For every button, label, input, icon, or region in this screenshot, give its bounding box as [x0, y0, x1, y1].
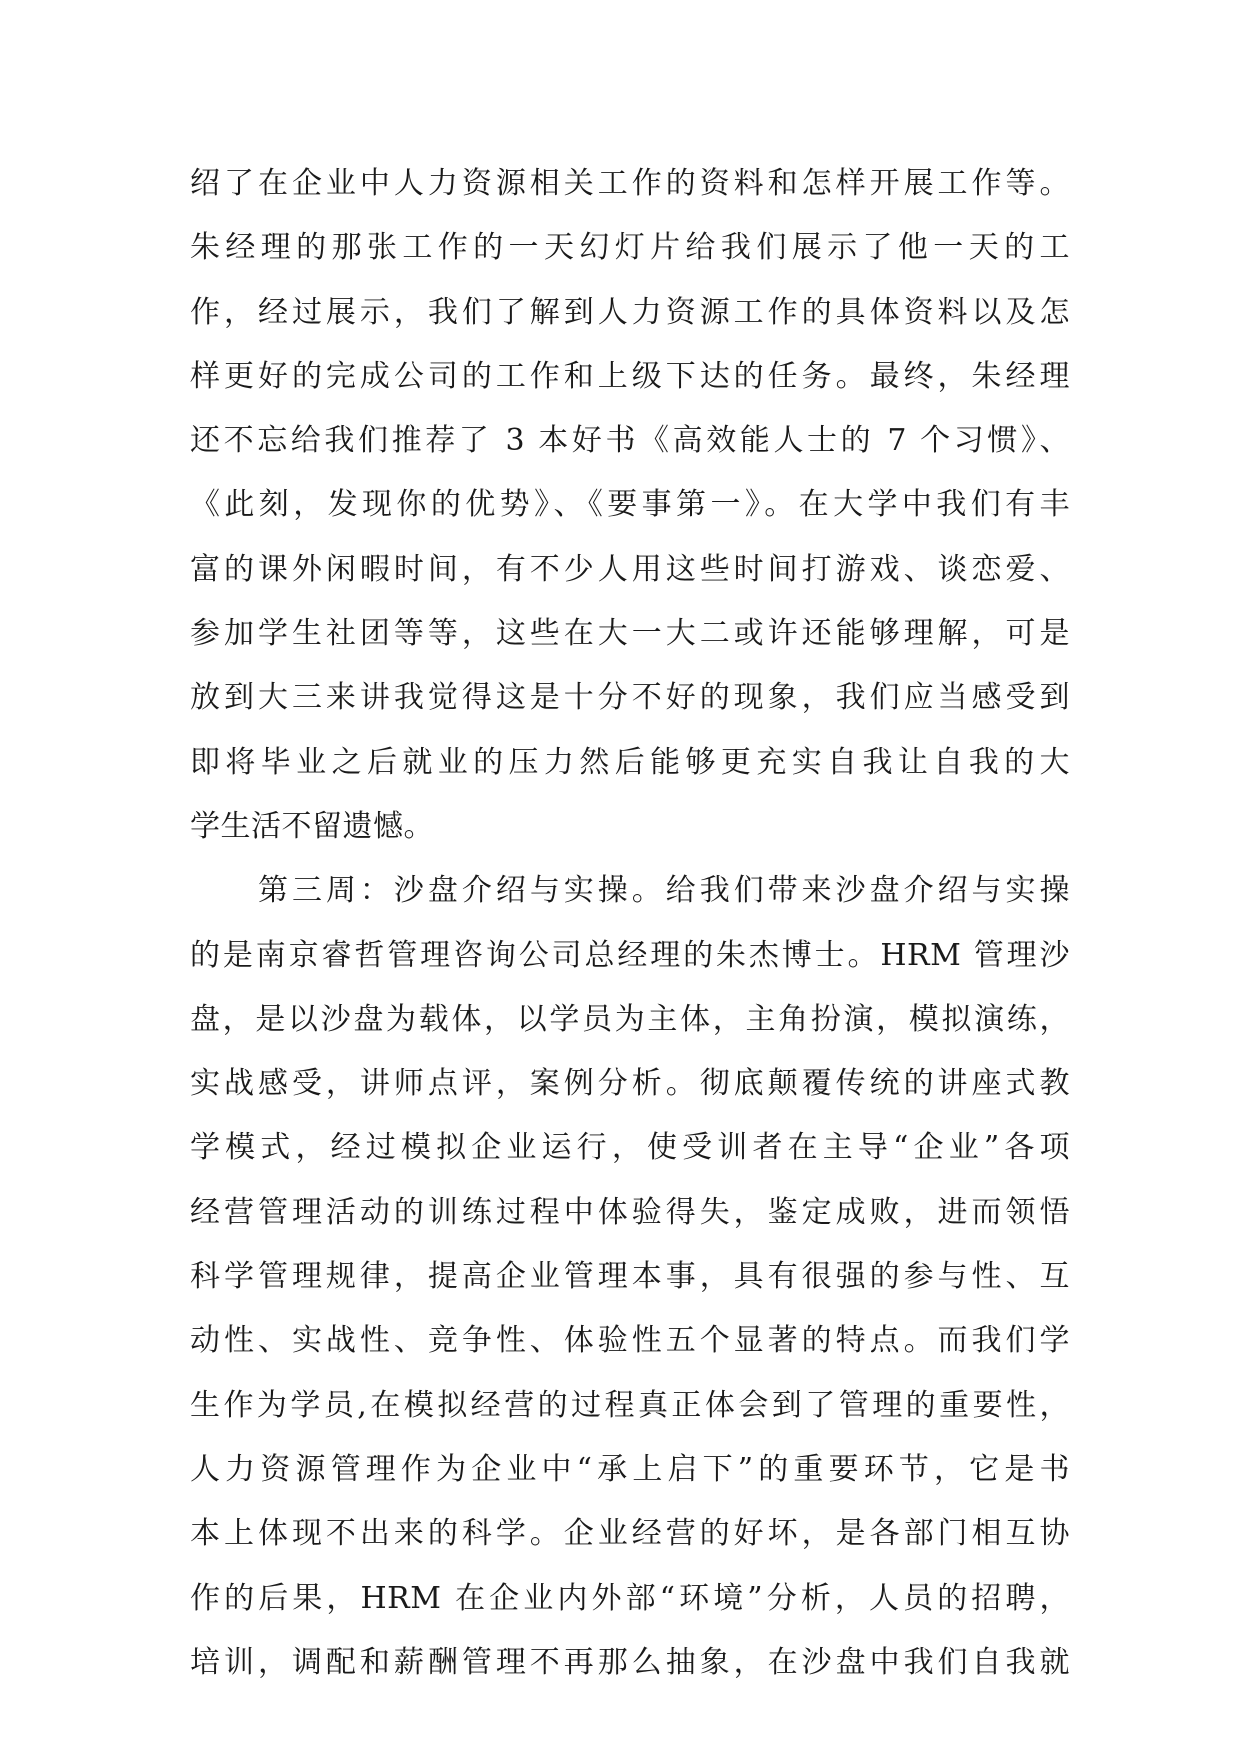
text-line: 动性、实战性、竞争性、体验性五个显著的特点。而我们学	[190, 1323, 1070, 1359]
text-line: 即将毕业之后就业的压力然后能够更充实自我让自我的大	[190, 744, 1070, 780]
text-line: 学生活不留遗憾。	[190, 808, 434, 844]
text-line: 绍了在企业中人力资源相关工作的资料和怎样开展工作等。	[190, 166, 1070, 201]
text-line: 样更好的完成公司的工作和上级下达的任务。最终，朱经理	[190, 358, 1070, 394]
text-line: 生作为学员,在模拟经营的过程真正体会到了管理的重要性，	[190, 1387, 1070, 1423]
text-line: 培训，调配和薪酬管理不再那么抽象，在沙盘中我们自我就	[190, 1644, 1070, 1680]
text-line: 本上体现不出来的科学。企业经营的好坏，是各部门相互协	[190, 1516, 1070, 1552]
text-line: 朱经理的那张工作的一天幻灯片给我们展示了他一天的工	[190, 230, 1070, 266]
text-line: 还不忘给我们推荐了 3 本好书《高效能人士的 7 个习惯》、	[190, 423, 1070, 459]
body-text	[190, 152, 1070, 1695]
text-line: 科学管理规律，提高企业管理本事，具有很强的参与性、互	[190, 1259, 1070, 1295]
text-line: 富的课外闲暇时间，有不少人用这些时间打游戏、谈恋爱、	[190, 551, 1070, 587]
text-line: 《此刻，发现你的优势》、《要事第一》。在大学中我们有丰	[190, 487, 1070, 523]
text-line: 放到大三来讲我觉得这是十分不好的现象，我们应当感受到	[190, 680, 1070, 716]
text-line: 作的后果，HRM 在企业内外部“环境”分析，人员的招聘，	[190, 1580, 1070, 1616]
text-line: 经营管理活动的训练过程中体验得失，鉴定成败，进而领悟	[190, 1194, 1070, 1230]
text-line: 作，经过展示，我们了解到人力资源工作的具体资料以及怎	[190, 294, 1070, 330]
text-line: 的是南京睿哲管理咨询公司总经理的朱杰博士。HRM 管理沙	[190, 937, 1070, 973]
text-line: 学模式，经过模拟企业运行，使受训者在主导“企业”各项	[190, 1130, 1070, 1166]
paragraph-start-line: 第三周：沙盘介绍与实操。给我们带来沙盘介绍与实操	[258, 873, 1070, 909]
text-line: 参加学生社团等等，这些在大一大二或许还能够理解，可是	[190, 616, 1070, 652]
text-line: 人力资源管理作为企业中“承上启下”的重要环节，它是书	[190, 1451, 1070, 1487]
text-line: 实战感受，讲师点评，案例分析。彻底颠覆传统的讲座式教	[190, 1066, 1070, 1102]
text-line: 盘，是以沙盘为载体，以学员为主体，主角扮演，模拟演练，	[190, 1001, 1070, 1037]
